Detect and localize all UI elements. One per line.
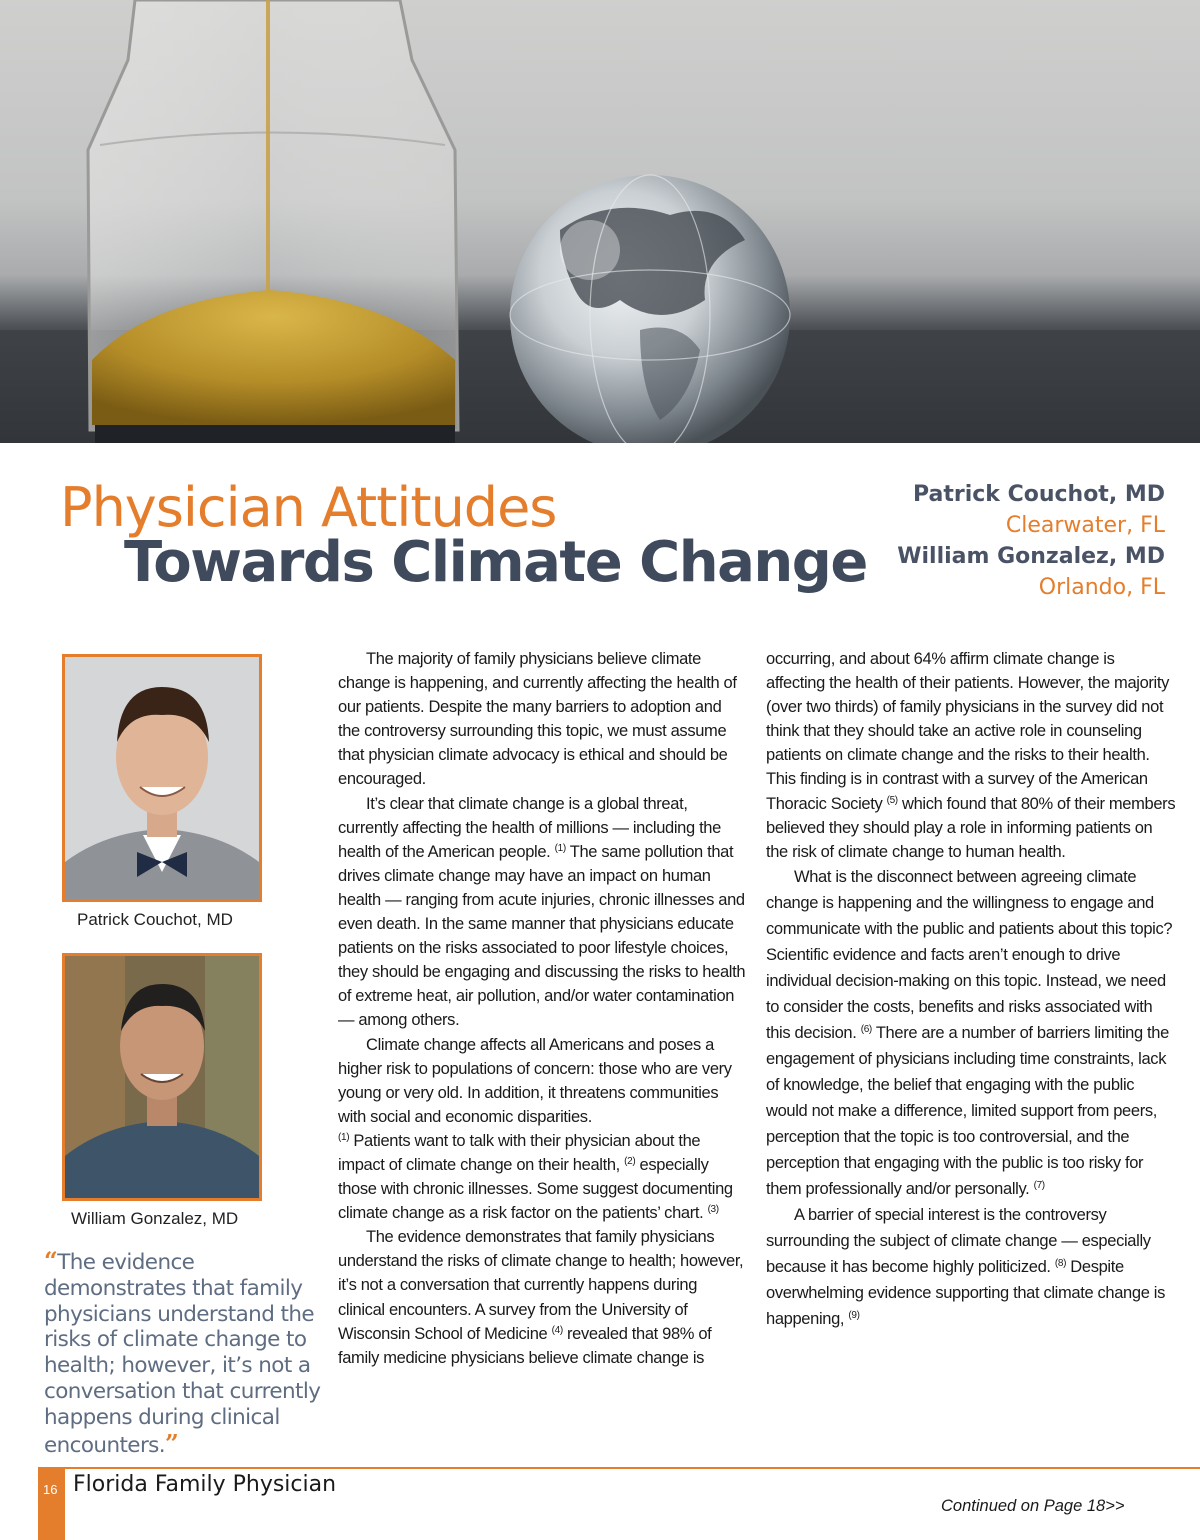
article-title-line-1: Physician Attitudes: [60, 476, 557, 539]
body-column-2: [766, 647, 1176, 1332]
citation: (6): [860, 1023, 872, 1035]
continued-on-link[interactable]: Continued on Page 18>>: [941, 1497, 1125, 1515]
citation: (2): [624, 1155, 636, 1167]
author-location: Orlando, FL: [1038, 575, 1165, 600]
footer-accent-bar: [38, 1469, 65, 1540]
author-photo-couchot: [62, 654, 262, 902]
paragraph: Climate change affects all Americans and poses a higher risk to populations of concern: those who are very young or very old. In addition, it threatens communities with social and economic disparities. $^{(1)}$ Patients want to talk with their physician about the impact of climate change on their health, $^{(2)}$ especially those with chronic illnesses. Some suggest documenting climate change as a risk factor on the patients’ chart. $^{(3)}$: [338, 1035, 733, 1223]
citation: (7): [1033, 1179, 1045, 1191]
citation: (4): [551, 1324, 563, 1336]
paragraph-continuation: occurring, and about 64% affirm climate change is affecting the health of their patients. However, the majority (over two thirds) of family physicians in the survey did not think that they should take an active role in counseling patients on climate change and the risks to their health. This finding is in contrast with a survey of the American Thoracic Society $^{(5)}$ which found that 80% of their members believed they should play a role in informing patients on the risk of climate change to human health.: [766, 650, 1176, 861]
page-number: 16: [43, 1482, 58, 1497]
citation: (1): [338, 1131, 350, 1143]
open-quote-mark: “: [44, 1246, 58, 1275]
body-column-1: [338, 647, 746, 1370]
citation: (9): [848, 1309, 860, 1321]
portrait-illustration: [65, 657, 259, 899]
citation: (5): [886, 794, 898, 806]
publication-name: Florida Family Physician: [73, 1472, 337, 1497]
author-block: [897, 480, 1165, 604]
footer-divider: [38, 1467, 1200, 1469]
hourglass-and-globe-illustration: [0, 0, 1200, 443]
author-name: William Gonzalez, MD: [897, 544, 1165, 569]
paragraph: The majority of family physicians believe climate change is happening, and currently affecting the health of our patients. Despite the many barriers to adoption and the controversy surrounding this topic, we must assume that physician climate advocacy is ethical and should be encouraged.: [338, 650, 737, 789]
photo-caption: Patrick Couchot, MD: [77, 910, 233, 929]
citation: (1): [554, 842, 566, 854]
photo-caption: William Gonzalez, MD: [71, 1209, 239, 1228]
citation: (3): [707, 1204, 719, 1216]
paragraph: The evidence demonstrates that family physicians understand the risks of climate change to health; however, it’s not a conversation that currently happens during clinical encounters. A survey from the University of Wisconsin School of Medicine $^{(4)}$ revealed that 98% of family medicine physicians believe climate change is: [338, 1228, 744, 1367]
paragraph: A barrier of special interest is the controversy surrounding the subject of climate change — especially because it has become highly politicized. $^{(8)}$ Despite overwhelming evidence supporting that climate change is happening, $^{(9)}$: [766, 1205, 1165, 1328]
portrait-illustration: [65, 956, 259, 1198]
close-quote-mark: ”: [165, 1428, 179, 1458]
pull-quote-text: The evidence demonstrates that family physicians understand the risks of climate change to health; however, it’s not a conversation that currently happens during clinical encounters.: [44, 1250, 321, 1458]
paragraph: What is the disconnect between agreeing climate change is happening and the willingness to engage and communicate with the public and patients about this topic? Scientific evidence and facts aren’t enough to drive individual decision-making on this topic. Instead, we need to consider the costs, benefits and risks associated with this decision. $^{(6)}$ There are a number of barriers limiting the engagement of physicians including time constraints, lack of knowledge, the belief that engaging with the public would not make a difference, limited support from peers, perception that the topic is too controversial, and the perception that engaging with the public is too risky for them professionally and/or personally. $^{(7)}$: [766, 867, 1173, 1198]
author-name: Patrick Couchot, MD: [912, 482, 1165, 507]
hero-image: [0, 0, 1200, 443]
author-photo-gonzalez: [62, 953, 262, 1201]
article-title-line-2: Towards Climate Change: [124, 530, 867, 595]
citation: (8): [1054, 1257, 1067, 1269]
pull-quote: [44, 1248, 324, 1458]
paragraph: It’s clear that climate change is a global threat, currently affecting the health of millions — including the health of the American people. $^{(1)}$ The same pollution that drives climate change may have an impact on human health — ranging from acute injuries, chronic illnesses and even death. In the same manner that physicians educate patients on the risks associated to poor lifestyle choices, they should be engaging and discussing the risks to health of extreme heat, air pollution, and/or water contamination — among others.: [338, 794, 746, 1030]
author-location: Clearwater, FL: [1005, 513, 1165, 538]
